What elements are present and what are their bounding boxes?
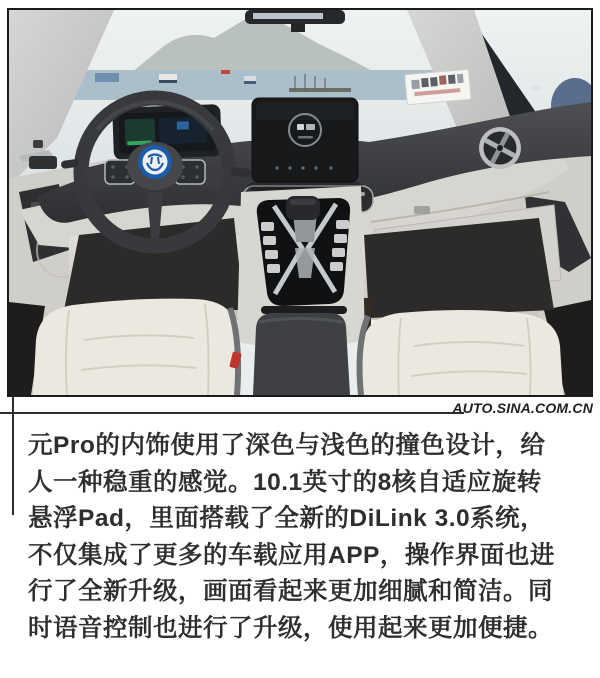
text-line: 元Pro的内饰使用了深色与浅色的撞色设计，给 [28,432,546,459]
center-armrest [253,306,350,395]
vertical-rule [12,397,14,515]
text-line: 时语音控制也进行了升级，使用起来更加便捷。 [28,614,553,642]
watermark: AUTO.SINA.COM.CN [452,400,593,416]
car-interior-photo [7,8,593,397]
left-seat [33,299,240,395]
article-text [28,428,584,648]
text-line: 行了全新升级，画面看起来更加细腻和简洁。同 [28,578,553,606]
text-line: 悬浮Pad，里面搭载了全新的DiLink 3.0系统， [28,505,546,533]
temporary-license-plate [405,69,471,104]
divider-line [0,412,464,414]
car-interior-illustration [9,10,591,395]
text-line: 不仅集成了更多的车载应用APP，操作界面也进 [28,541,555,569]
floating-pad-screen [247,98,363,195]
brand-logo [138,145,172,179]
text-line: 人一种稳重的感觉。10.1英寸的8核自适应旋转 [28,468,542,496]
right-seat [360,310,563,395]
